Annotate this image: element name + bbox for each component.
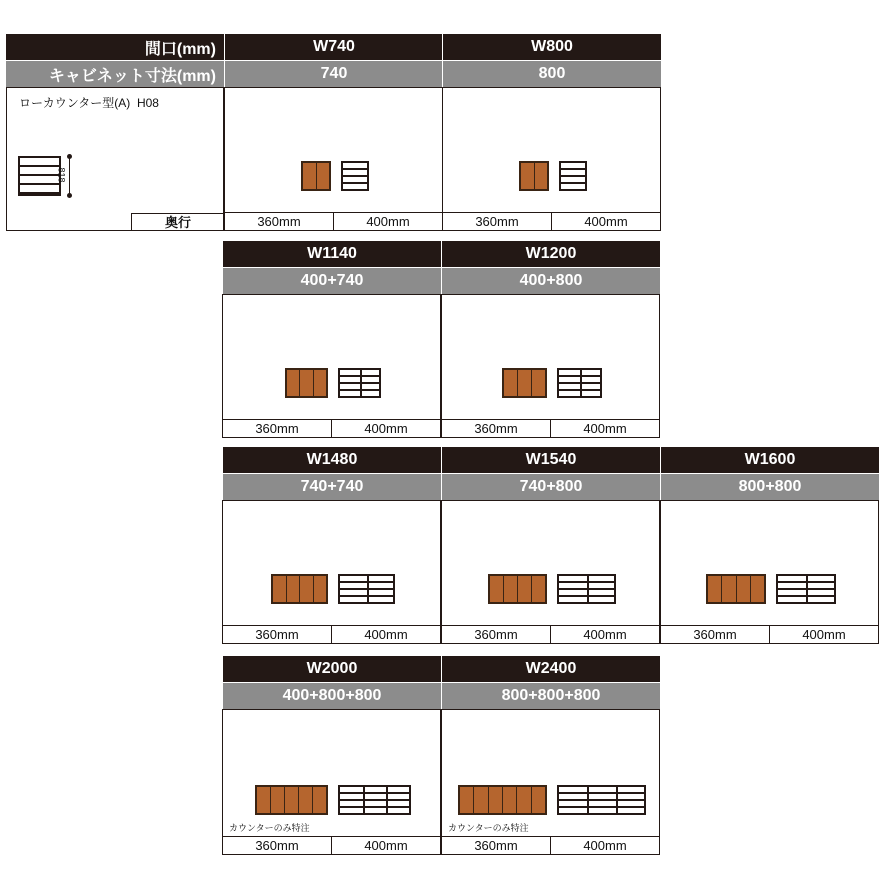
model-width-label: W800 xyxy=(442,34,661,60)
model-width-label: W1140 xyxy=(222,241,441,267)
shelf-divider xyxy=(360,370,362,396)
door-panel xyxy=(532,370,545,396)
door-cabinet-icon xyxy=(271,574,328,604)
shelf-divider xyxy=(806,576,808,602)
height-dimension-line xyxy=(69,156,70,196)
door-panel xyxy=(474,787,488,813)
door-cabinet-icon xyxy=(706,574,766,604)
model-diagram-area xyxy=(222,709,441,836)
height-dim-dot-bottom xyxy=(67,193,72,198)
door-panel xyxy=(489,787,503,813)
door-cabinet-icon xyxy=(502,368,547,398)
door-panel xyxy=(490,576,504,602)
model-width-label: W1600 xyxy=(660,447,879,473)
door-panel xyxy=(504,576,518,602)
door-cabinet-icon xyxy=(458,785,547,815)
open-shelf-icon xyxy=(341,161,369,191)
model-width-label: W1540 xyxy=(441,447,660,473)
door-panel xyxy=(521,163,535,189)
door-cabinet-icon xyxy=(255,785,328,815)
door-panel xyxy=(271,787,285,813)
depth-option: 360mm xyxy=(255,421,299,436)
model-width-label: W1200 xyxy=(441,241,660,267)
depth-option: 360mm xyxy=(257,214,301,229)
depth-options-row xyxy=(441,419,660,438)
model-cabinet-size: 740+800 xyxy=(441,473,660,500)
model-diagram-area xyxy=(442,87,661,212)
door-panel xyxy=(722,576,736,602)
door-panel xyxy=(460,787,474,813)
depth-options-row xyxy=(222,419,441,438)
depth-option: 400mm xyxy=(769,626,878,643)
model-cabinet-size: 400+740 xyxy=(222,267,441,294)
model-diagram-area xyxy=(441,709,660,836)
header-width-label: 間口(mm) xyxy=(6,34,224,60)
model-cabinet-size: 800+800 xyxy=(660,473,879,500)
depth-options-row xyxy=(222,625,441,644)
door-panel xyxy=(300,370,313,396)
shelf-divider xyxy=(616,787,618,813)
open-shelf-icon xyxy=(559,161,587,191)
door-panel xyxy=(287,576,301,602)
depth-options-row xyxy=(224,212,443,231)
door-cabinet-icon xyxy=(488,574,547,604)
model-diagram-area xyxy=(222,500,441,625)
door-panel xyxy=(532,576,545,602)
door-cabinet-icon xyxy=(519,161,549,191)
door-cabinet-icon xyxy=(285,368,328,398)
depth-option: 360mm xyxy=(255,838,299,853)
depth-option: 360mm xyxy=(474,627,518,642)
shelf-divider xyxy=(580,370,582,396)
model-diagram-area xyxy=(224,87,443,212)
open-shelf-icon xyxy=(557,368,602,398)
depth-option: 400mm xyxy=(333,213,442,230)
door-panel xyxy=(504,370,518,396)
depth-options-row xyxy=(222,836,441,855)
model-cabinet-size: 400+800+800 xyxy=(222,682,441,709)
open-shelf-icon xyxy=(338,785,411,815)
counter-only-note: カウンターのみ特注 xyxy=(448,823,529,833)
height-dim-dot-top xyxy=(67,154,72,159)
door-panel xyxy=(532,787,545,813)
depth-option: 400mm xyxy=(550,626,659,643)
depth-option: 400mm xyxy=(331,420,440,437)
open-shelf-icon xyxy=(776,574,836,604)
door-panel xyxy=(257,787,271,813)
door-panel xyxy=(313,787,326,813)
legend-box xyxy=(6,87,224,231)
open-shelf-icon xyxy=(557,574,616,604)
counter-only-note: カウンターのみ特注 xyxy=(229,823,310,833)
door-panel xyxy=(317,163,330,189)
door-panel xyxy=(751,576,764,602)
door-panel xyxy=(287,370,300,396)
model-width-label: W2400 xyxy=(441,656,660,682)
depth-option: 360mm xyxy=(474,838,518,853)
model-diagram-area xyxy=(660,500,879,625)
model-width-label: W2000 xyxy=(222,656,441,682)
shelf-divider xyxy=(587,576,589,602)
door-cabinet-icon xyxy=(301,161,331,191)
door-panel xyxy=(503,787,517,813)
open-shelf-icon xyxy=(557,785,646,815)
door-panel xyxy=(737,576,751,602)
depth-option: 360mm xyxy=(255,627,299,642)
depth-option: 400mm xyxy=(550,837,659,854)
model-diagram-area xyxy=(441,294,660,419)
model-width-label: W740 xyxy=(224,34,443,60)
shelf-divider xyxy=(367,576,369,602)
door-panel xyxy=(518,576,532,602)
depth-options-row xyxy=(441,625,660,644)
door-panel xyxy=(314,576,327,602)
model-width-label: W1480 xyxy=(222,447,441,473)
model-diagram-area xyxy=(441,500,660,625)
depth-option: 360mm xyxy=(693,627,737,642)
model-cabinet-size: 800+800+800 xyxy=(441,682,660,709)
header-cabinet-label: キャビネット寸法(mm) xyxy=(6,60,224,87)
depth-options-row xyxy=(442,212,661,231)
shelf-divider xyxy=(363,787,365,813)
depth-option: 360mm xyxy=(475,214,519,229)
door-panel xyxy=(285,787,299,813)
open-shelf-icon xyxy=(338,574,395,604)
door-panel xyxy=(518,370,532,396)
depth-option: 400mm xyxy=(331,837,440,854)
door-panel xyxy=(299,787,313,813)
depth-option: 400mm xyxy=(550,420,659,437)
model-cabinet-size: 800 xyxy=(442,60,661,87)
depth-options-row xyxy=(441,836,660,855)
depth-option: 360mm xyxy=(474,421,518,436)
door-panel xyxy=(303,163,317,189)
door-panel xyxy=(517,787,531,813)
door-panel xyxy=(273,576,287,602)
legend-shelf-icon xyxy=(18,156,61,196)
model-cabinet-size: 400+800 xyxy=(441,267,660,294)
shelf-divider xyxy=(587,787,589,813)
door-panel xyxy=(314,370,326,396)
model-cabinet-size: 740 xyxy=(224,60,443,87)
height-dimension-value: 818 xyxy=(56,167,67,183)
door-panel xyxy=(535,163,548,189)
door-panel xyxy=(300,576,314,602)
depth-option: 400mm xyxy=(331,626,440,643)
depth-label: 奥行 xyxy=(131,213,224,231)
product-name: ローカウンター型(A) H08 xyxy=(19,96,159,110)
model-cabinet-size: 740+740 xyxy=(222,473,441,500)
door-panel xyxy=(708,576,722,602)
open-shelf-icon xyxy=(338,368,381,398)
shelf-divider xyxy=(386,787,388,813)
depth-options-row xyxy=(660,625,879,644)
model-diagram-area xyxy=(222,294,441,419)
depth-option: 400mm xyxy=(551,213,660,230)
